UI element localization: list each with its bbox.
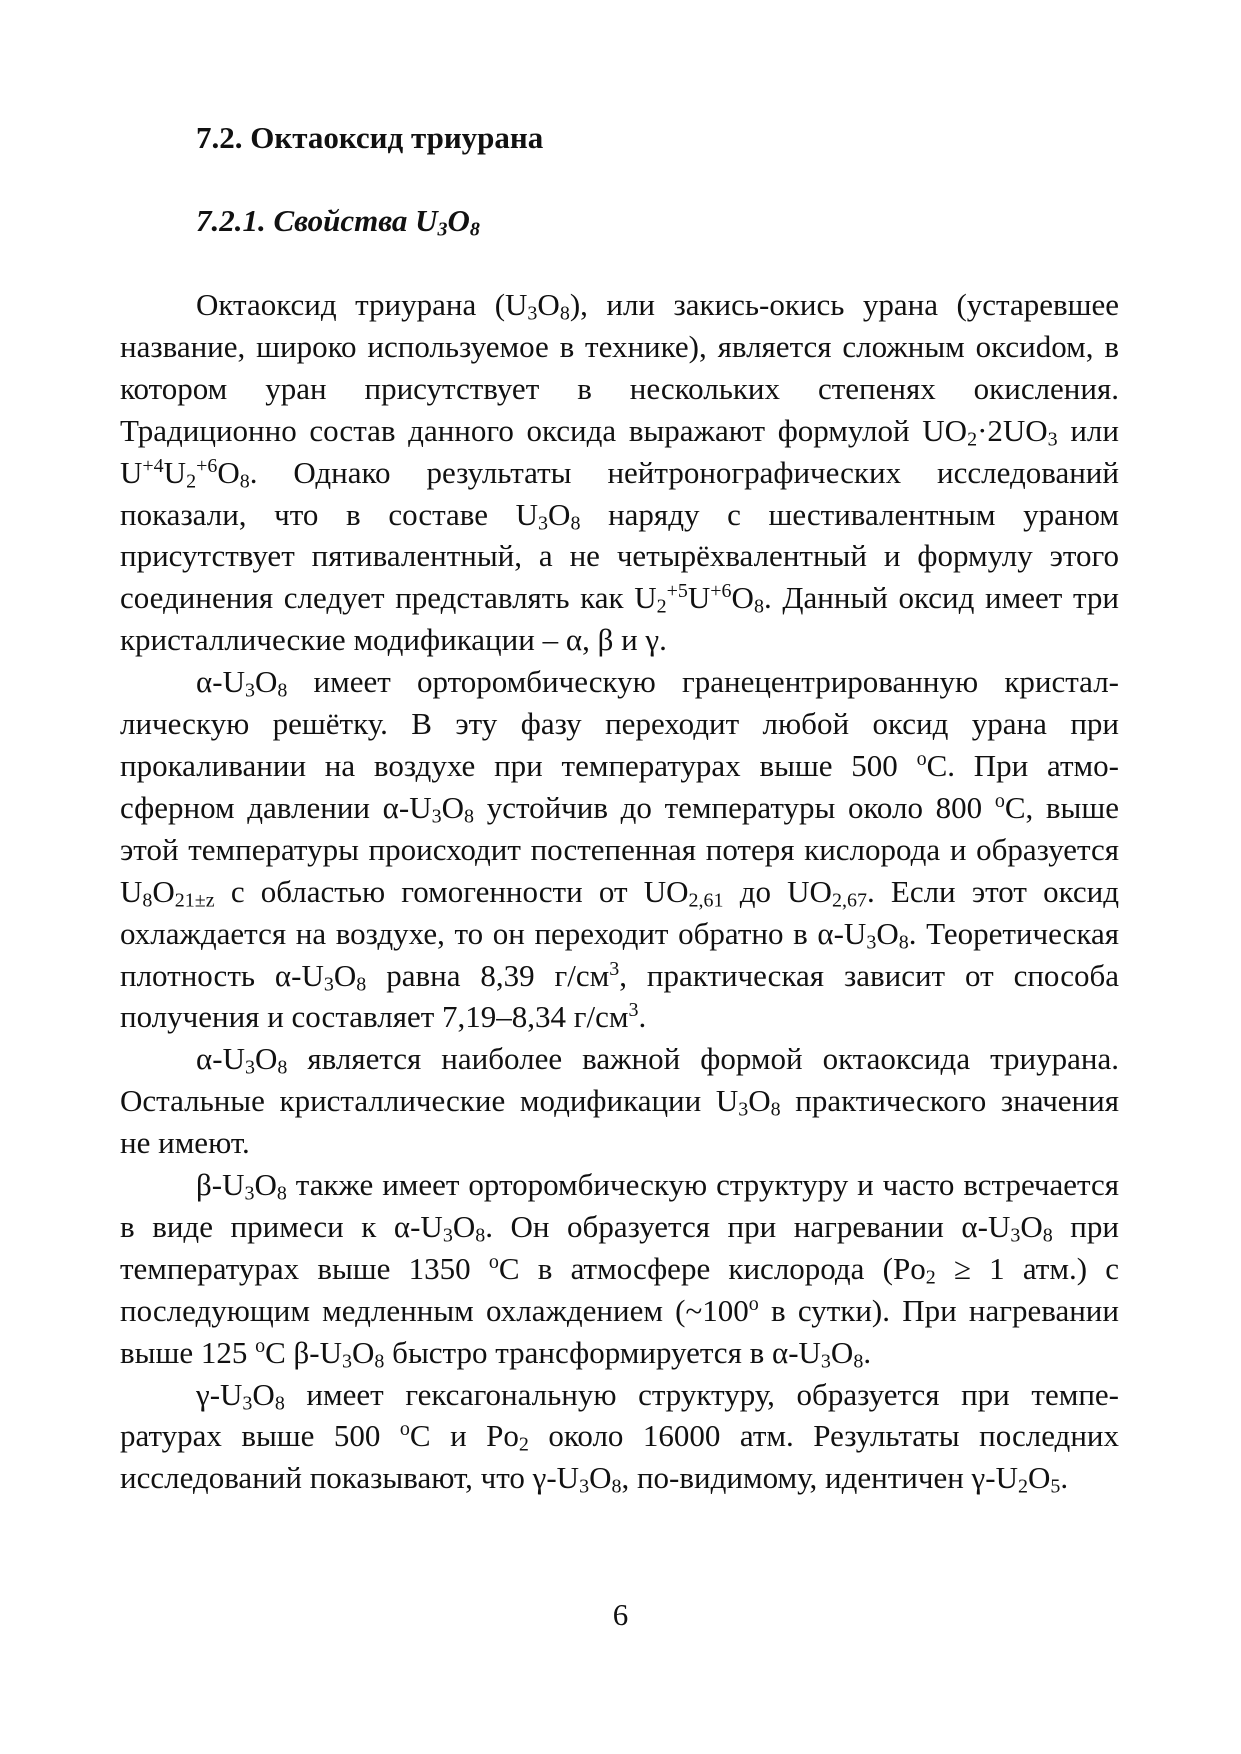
text-run: O (217, 454, 240, 490)
superscript: +5 (666, 580, 688, 603)
text-run: α-U (196, 1041, 245, 1077)
text-run: O (152, 873, 175, 909)
subsection-text: 7.2.1. Свойства U (196, 203, 438, 238)
subscript: 2 (518, 1433, 529, 1456)
superscript: o (748, 1292, 759, 1315)
text-run: O (1027, 1460, 1051, 1496)
text-run: O (254, 1041, 278, 1077)
section-title: 7.2. Октаоксид триурана (196, 120, 544, 155)
subscript: 21±z (174, 889, 215, 912)
superscript: o (916, 747, 927, 770)
text-run: O (352, 1334, 375, 1370)
subscript: 8 (570, 511, 581, 534)
text-run: , по-видимому, идентичен γ-U (621, 1460, 1018, 1496)
subscript: 3 (342, 1350, 353, 1373)
subscript: 3 (442, 1224, 453, 1247)
subscript: 8 (276, 1182, 287, 1205)
superscript: +4 (142, 454, 164, 477)
text-run: равна 8,39 г/см (366, 957, 610, 993)
subscript: 2,61 (688, 889, 724, 912)
text-run: , практическая зависит от способа получения и составляет 7,19–8,34 г/см (120, 957, 1119, 1035)
subscript: 8 (611, 1475, 622, 1498)
subscript: 3 (244, 679, 255, 702)
subscript: 2 (925, 1266, 936, 1289)
subscript: 8 (239, 470, 250, 493)
text-run: O (830, 1334, 854, 1370)
subsection-sub-1: 3 (437, 218, 448, 241)
subscript: 3 (242, 1391, 253, 1414)
paragraph (120, 1038, 1119, 1164)
paragraph (120, 661, 1119, 1038)
subsection-mid: O (447, 203, 470, 238)
text-run: γ-U (196, 1376, 243, 1412)
text-run: имеет гексагональную структуру, образуется при температурах выше 500 (120, 1376, 1119, 1454)
subsection-sub-2: 8 (469, 218, 480, 241)
subscript: 2,67 (831, 889, 867, 912)
text-run: при температурах выше 1350 (120, 1208, 1119, 1286)
text-run: . (1060, 1460, 1069, 1496)
text-run: O (876, 915, 899, 951)
subscript: 8 (475, 1224, 486, 1247)
text-run: ), или закись-окись урана (устаревшее название, широко используемое в технике), является сложным оксиdом, в котором уран присутствует в нескольких степенях окисления. Традиционно состав данного оксида выражают формулой UO (120, 287, 1119, 448)
text-run: O (252, 1376, 275, 1412)
text-run: β-U (196, 1167, 245, 1203)
subscript: 8 (898, 930, 909, 953)
text-run: . Теоретическая плотность α-U (120, 915, 1119, 993)
text-run: O (1020, 1208, 1043, 1244)
text-run: . (638, 999, 647, 1035)
text-run: или U (120, 412, 1119, 490)
text-run: с областью гомогенности от UO (214, 873, 689, 909)
text-run: С в атмосфере кислорода (Pо (498, 1250, 926, 1286)
text-run: α-U (196, 664, 245, 700)
text-run: С. При атмосферном давлении α-U (120, 747, 1119, 825)
text-run: O (537, 287, 560, 322)
subscript: 2 (186, 470, 197, 493)
subscript: 3 (244, 1182, 255, 1205)
subscript: 8 (853, 1350, 864, 1373)
superscript: o (994, 789, 1005, 812)
text-run: ·2UO (977, 412, 1048, 448)
subscript: 3 (1047, 428, 1058, 451)
subscript: 8 (464, 805, 475, 828)
superscript: o (488, 1250, 499, 1273)
text-run: С и Pо (409, 1418, 519, 1454)
subscript: 3 (866, 930, 877, 953)
text-run: O (748, 1083, 771, 1119)
body-text (120, 284, 1119, 1499)
subscript: 8 (1042, 1224, 1053, 1247)
text-run: устойчив до температуры около 800 (474, 789, 995, 825)
text-run: O (254, 664, 278, 700)
subscript: 8 (374, 1350, 385, 1373)
text-run: быстро трансформируется в α-U (384, 1334, 821, 1370)
superscript: o (399, 1418, 410, 1441)
subscript: 3 (738, 1098, 749, 1121)
text-run: до UO (723, 873, 832, 909)
paragraph (120, 284, 1119, 661)
text-run: ≥ 1 атм.) с последующим медленным охлаждением (~100 (120, 1250, 1119, 1328)
text-run: O (731, 580, 754, 616)
text-run: U (687, 580, 711, 616)
text-run: является наиболее важной формой октаоксида триурана. Остальные кристаллические модификации U (120, 1041, 1119, 1119)
text-run: практического значения не имеют. (120, 1083, 1119, 1161)
subscript: 8 (753, 595, 764, 618)
text-run: . Однако результаты нейтронографических исследований показали, что в составе U (120, 454, 1119, 532)
superscript: 3 (628, 999, 639, 1022)
subscript: 8 (277, 1056, 288, 1079)
superscript: o (255, 1334, 266, 1357)
text-run: . Данный оксид имеет три кристаллические модификации – α, β и γ. (120, 580, 1119, 658)
text-run: С β-U (265, 1334, 343, 1370)
subscript: 2 (656, 595, 667, 618)
text-run: . Если этот оксид охлаждается на воздухе, то он переходит обратно в α-U (120, 873, 1120, 951)
text-run: С, выше этой температуры происходит постепенная потеря кислорода и образуется U (120, 789, 1119, 909)
subscript: 3 (1010, 1224, 1021, 1247)
subscript: 3 (527, 302, 538, 325)
subscript: 8 (559, 302, 570, 325)
subscript: 3 (244, 1056, 255, 1079)
text-run: O (589, 1460, 612, 1496)
subsection-title (196, 203, 480, 239)
subscript: 2 (967, 428, 978, 451)
paragraph (120, 1374, 1119, 1500)
text-run: . (863, 1334, 872, 1370)
text-run: O (441, 789, 465, 825)
subscript: 5 (1050, 1475, 1061, 1498)
text-run: . Он образуется при нагревании α-U (485, 1208, 1011, 1244)
text-run: O (548, 496, 571, 532)
subscript: 3 (820, 1350, 831, 1373)
text-run: O (254, 1167, 277, 1203)
text-run: наряду с шестивалентным ураном присутствует пятивалентный, а не четырёхвалентный и формулу этого соединения следует представлять как U (120, 496, 1119, 616)
subscript: 8 (356, 972, 367, 995)
text-run: также имеет орторомбическую структуру и часто встречается в виде примеси к α-U (120, 1167, 1119, 1244)
subscript: 2 (1017, 1475, 1028, 1498)
subscript: 3 (579, 1475, 590, 1498)
text-run: около 16000 атм. Результаты последних исследований показывают, что γ-U (120, 1418, 1120, 1496)
subscript: 3 (431, 805, 442, 828)
text-run: имеет орторомбическую гранецентрированную кристаллическую решётку. В эту фазу переходит любой оксид урана при прокаливании на воздухе при температурах выше 500 (120, 664, 1119, 783)
subscript: 8 (274, 1391, 285, 1414)
text-run: Октаоксид триурана (U (196, 287, 528, 322)
page-number: 6 (612, 1597, 629, 1632)
text-run: в сутки). При нагревании выше 125 (120, 1292, 1119, 1370)
text-run: U (163, 454, 187, 490)
subscript: 3 (538, 511, 549, 534)
superscript: 3 (609, 957, 620, 980)
subscript: 3 (323, 972, 334, 995)
subscript: 8 (277, 679, 288, 702)
paragraph (120, 1164, 1119, 1374)
text-run: O (333, 957, 357, 993)
text-run: O (452, 1208, 476, 1244)
superscript: +6 (196, 454, 218, 477)
subscript: 8 (142, 889, 153, 912)
subscript: 8 (770, 1098, 781, 1121)
superscript: +6 (710, 580, 732, 603)
